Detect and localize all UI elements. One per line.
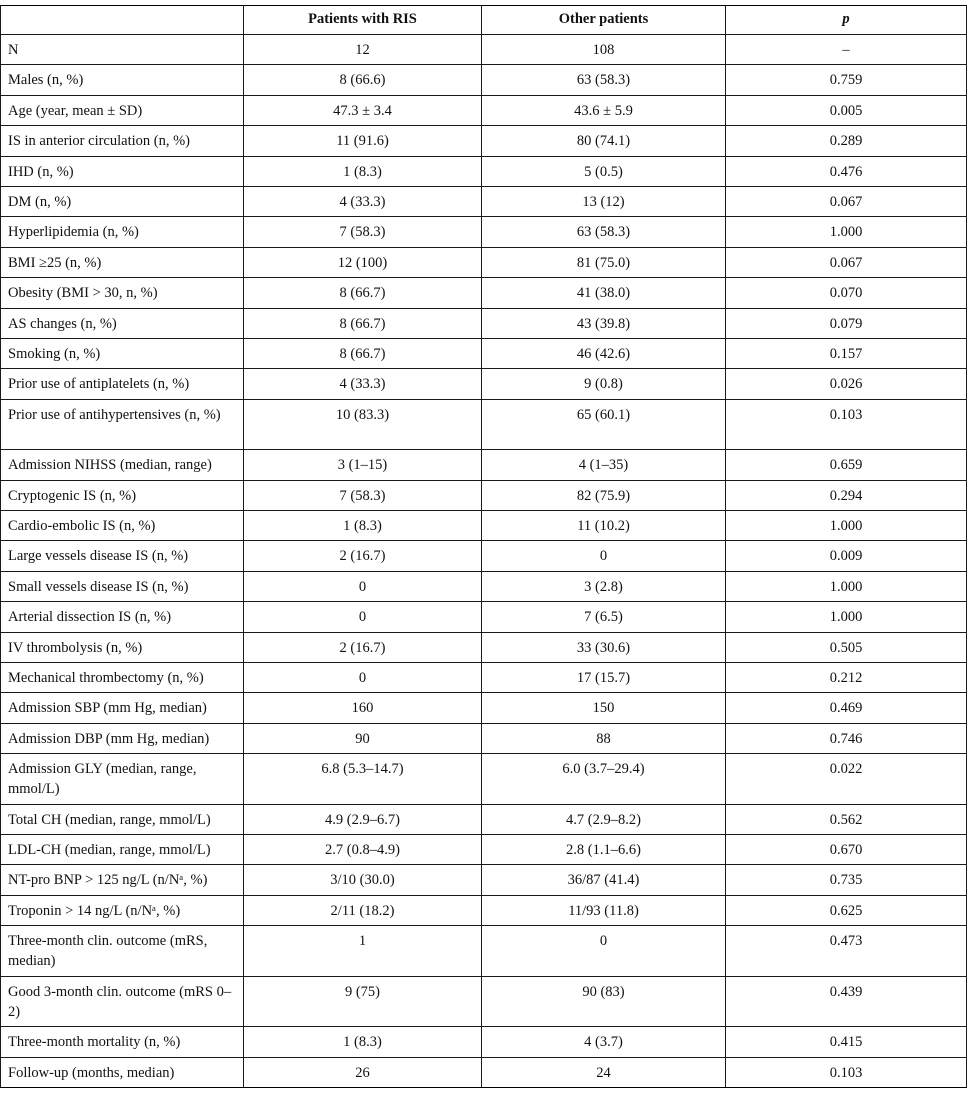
row-label: Small vessels disease IS (n, %): [1, 571, 244, 601]
cell-ris: 3/10 (30.0): [244, 865, 482, 895]
cell-other: 4 (1–35): [482, 450, 726, 480]
cell-p-value: 0.157: [726, 338, 967, 368]
table-row: [1, 186, 967, 216]
cell-other: 41 (38.0): [482, 278, 726, 308]
row-label: Large vessels disease IS (n, %): [1, 541, 244, 571]
table-row: [1, 723, 967, 753]
cell-p-value: 0.070: [726, 278, 967, 308]
cell-other: 5 (0.5): [482, 156, 726, 186]
cell-other: 82 (75.9): [482, 480, 726, 510]
table-container: [0, 5, 967, 1088]
table-row: [1, 926, 967, 977]
table-row: [1, 571, 967, 601]
cell-ris: 4.9 (2.9–6.7): [244, 804, 482, 834]
cell-p-value: 0.212: [726, 662, 967, 692]
table-row: [1, 662, 967, 692]
row-label: BMI ≥25 (n, %): [1, 247, 244, 277]
cell-ris: 6.8 (5.3–14.7): [244, 754, 482, 805]
row-label: Admission GLY (median, range, mmol/L): [1, 754, 244, 805]
cell-ris: 0: [244, 662, 482, 692]
row-label: Admission SBP (mm Hg, median): [1, 693, 244, 723]
cell-ris: 2 (16.7): [244, 632, 482, 662]
table-row: [1, 480, 967, 510]
cell-other: 80 (74.1): [482, 126, 726, 156]
cell-p-value: 0.476: [726, 156, 967, 186]
cell-ris: 1 (8.3): [244, 510, 482, 540]
row-label: Admission NIHSS (median, range): [1, 450, 244, 480]
cell-other: 6.0 (3.7–29.4): [482, 754, 726, 805]
table-row: [1, 65, 967, 95]
comparison-table: [0, 5, 967, 1088]
cell-ris: 12: [244, 35, 482, 65]
cell-ris: 11 (91.6): [244, 126, 482, 156]
cell-ris: 90: [244, 723, 482, 753]
cell-ris: 12 (100): [244, 247, 482, 277]
row-label: Mechanical thrombectomy (n, %): [1, 662, 244, 692]
row-label: IV thrombolysis (n, %): [1, 632, 244, 662]
cell-other: 3 (2.8): [482, 571, 726, 601]
cell-other: 63 (58.3): [482, 65, 726, 95]
cell-other: 90 (83): [482, 976, 726, 1027]
cell-p-value: 0.670: [726, 834, 967, 864]
table-row: [1, 865, 967, 895]
header-variable: [1, 6, 244, 35]
cell-other: 63 (58.3): [482, 217, 726, 247]
row-label: DM (n, %): [1, 186, 244, 216]
cell-ris: 160: [244, 693, 482, 723]
cell-p-value: 0.759: [726, 65, 967, 95]
table-row: [1, 895, 967, 925]
cell-p-value: 0.005: [726, 95, 967, 125]
row-label: NT-pro BNP > 125 ng/L (n/Nᵃ, %): [1, 865, 244, 895]
table-row: [1, 1027, 967, 1057]
cell-other: 24: [482, 1057, 726, 1087]
row-label: Prior use of antiplatelets (n, %): [1, 369, 244, 399]
table-row: [1, 308, 967, 338]
row-label: Arterial dissection IS (n, %): [1, 602, 244, 632]
cell-other: 7 (6.5): [482, 602, 726, 632]
row-label: Follow-up (months, median): [1, 1057, 244, 1087]
table-row: [1, 247, 967, 277]
cell-other: 2.8 (1.1–6.6): [482, 834, 726, 864]
table-row: [1, 541, 967, 571]
cell-other: 11/93 (11.8): [482, 895, 726, 925]
row-label: Obesity (BMI > 30, n, %): [1, 278, 244, 308]
cell-p-value: 1.000: [726, 510, 967, 540]
cell-other: 9 (0.8): [482, 369, 726, 399]
table-row: [1, 126, 967, 156]
row-label: Three-month clin. outcome (mRS, median): [1, 926, 244, 977]
cell-p-value: 1.000: [726, 571, 967, 601]
cell-ris: 8 (66.7): [244, 278, 482, 308]
cell-ris: 0: [244, 602, 482, 632]
cell-other: 43 (39.8): [482, 308, 726, 338]
cell-p-value: 0.079: [726, 308, 967, 338]
cell-other: 88: [482, 723, 726, 753]
cell-other: 0: [482, 926, 726, 977]
cell-ris: 7 (58.3): [244, 480, 482, 510]
cell-p-value: 0.439: [726, 976, 967, 1027]
cell-ris: 8 (66.6): [244, 65, 482, 95]
cell-ris: 2 (16.7): [244, 541, 482, 571]
cell-other: 46 (42.6): [482, 338, 726, 368]
row-label: Smoking (n, %): [1, 338, 244, 368]
cell-ris: 7 (58.3): [244, 217, 482, 247]
row-label: Admission DBP (mm Hg, median): [1, 723, 244, 753]
cell-p-value: 0.505: [726, 632, 967, 662]
row-label: IHD (n, %): [1, 156, 244, 186]
cell-ris: 1: [244, 926, 482, 977]
header-row: [1, 6, 967, 35]
cell-ris: 2.7 (0.8–4.9): [244, 834, 482, 864]
cell-p-value: 0.067: [726, 186, 967, 216]
cell-p-value: 0.026: [726, 369, 967, 399]
cell-p-value: 0.735: [726, 865, 967, 895]
cell-p-value: 0.659: [726, 450, 967, 480]
row-label: Cardio-embolic IS (n, %): [1, 510, 244, 540]
header-patients-with-ris: Patients with RIS: [244, 6, 482, 35]
cell-ris: 1 (8.3): [244, 156, 482, 186]
row-label: N: [1, 35, 244, 65]
cell-p-value: 0.562: [726, 804, 967, 834]
table-body: [1, 35, 967, 1088]
cell-other: 4.7 (2.9–8.2): [482, 804, 726, 834]
row-label: AS changes (n, %): [1, 308, 244, 338]
cell-other: 65 (60.1): [482, 399, 726, 450]
cell-ris: 4 (33.3): [244, 186, 482, 216]
table-row: [1, 804, 967, 834]
cell-p-value: 0.103: [726, 1057, 967, 1087]
cell-p-value: –: [726, 35, 967, 65]
cell-ris: 4 (33.3): [244, 369, 482, 399]
cell-ris: 8 (66.7): [244, 308, 482, 338]
row-label: Hyperlipidemia (n, %): [1, 217, 244, 247]
cell-p-value: 0.103: [726, 399, 967, 450]
cell-other: 43.6 ± 5.9: [482, 95, 726, 125]
table-row: [1, 399, 967, 450]
row-label: Three-month mortality (n, %): [1, 1027, 244, 1057]
row-label: Prior use of antihypertensives (n, %): [1, 399, 244, 450]
table-row: [1, 338, 967, 368]
cell-ris: 1 (8.3): [244, 1027, 482, 1057]
cell-other: 17 (15.7): [482, 662, 726, 692]
table-row: [1, 510, 967, 540]
row-label: Total CH (median, range, mmol/L): [1, 804, 244, 834]
table-row: [1, 450, 967, 480]
cell-other: 150: [482, 693, 726, 723]
cell-p-value: 1.000: [726, 217, 967, 247]
table-row: [1, 632, 967, 662]
cell-p-value: 0.625: [726, 895, 967, 925]
table-row: [1, 156, 967, 186]
row-label: Troponin > 14 ng/L (n/Nᵃ, %): [1, 895, 244, 925]
cell-p-value: 0.746: [726, 723, 967, 753]
cell-p-value: 0.009: [726, 541, 967, 571]
cell-other: 81 (75.0): [482, 247, 726, 277]
row-label: Cryptogenic IS (n, %): [1, 480, 244, 510]
cell-ris: 26: [244, 1057, 482, 1087]
cell-ris: 0: [244, 571, 482, 601]
table-row: [1, 278, 967, 308]
cell-other: 0: [482, 541, 726, 571]
row-label: Good 3-month clin. outcome (mRS 0–2): [1, 976, 244, 1027]
table-row: [1, 35, 967, 65]
row-label: LDL-CH (median, range, mmol/L): [1, 834, 244, 864]
cell-other: 33 (30.6): [482, 632, 726, 662]
header-other-patients: Other patients: [482, 6, 726, 35]
table-row: [1, 976, 967, 1027]
cell-ris: 3 (1–15): [244, 450, 482, 480]
table-row: [1, 834, 967, 864]
table-row: [1, 95, 967, 125]
cell-p-value: 0.473: [726, 926, 967, 977]
table-row: [1, 1057, 967, 1087]
cell-other: 108: [482, 35, 726, 65]
row-label: IS in anterior circulation (n, %): [1, 126, 244, 156]
cell-p-value: 0.415: [726, 1027, 967, 1057]
cell-p-value: 0.022: [726, 754, 967, 805]
cell-p-value: 0.294: [726, 480, 967, 510]
cell-ris: 9 (75): [244, 976, 482, 1027]
cell-p-value: 0.289: [726, 126, 967, 156]
cell-ris: 8 (66.7): [244, 338, 482, 368]
table-row: [1, 217, 967, 247]
cell-ris: 10 (83.3): [244, 399, 482, 450]
table-row: [1, 693, 967, 723]
row-label: Males (n, %): [1, 65, 244, 95]
cell-other: 11 (10.2): [482, 510, 726, 540]
table-row: [1, 754, 967, 805]
header-p-value: p: [726, 6, 967, 35]
table-row: [1, 602, 967, 632]
row-label: Age (year, mean ± SD): [1, 95, 244, 125]
cell-p-value: 0.067: [726, 247, 967, 277]
cell-ris: 47.3 ± 3.4: [244, 95, 482, 125]
cell-ris: 2/11 (18.2): [244, 895, 482, 925]
cell-other: 13 (12): [482, 186, 726, 216]
cell-p-value: 0.469: [726, 693, 967, 723]
cell-other: 4 (3.7): [482, 1027, 726, 1057]
cell-other: 36/87 (41.4): [482, 865, 726, 895]
table-row: [1, 369, 967, 399]
cell-p-value: 1.000: [726, 602, 967, 632]
